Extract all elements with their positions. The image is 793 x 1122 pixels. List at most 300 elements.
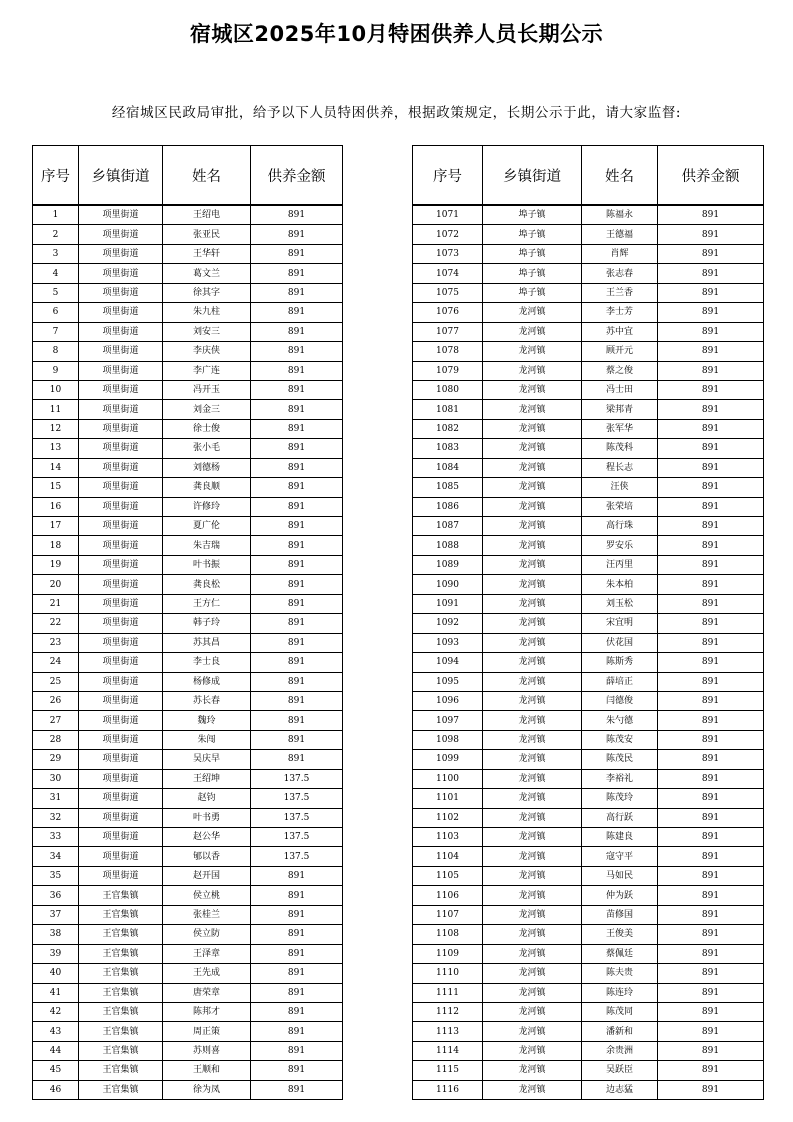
table-row [33,555,343,574]
cell-town: 项里街道 [79,808,163,827]
cell-town: 项里街道 [79,400,163,419]
cell-town: 龙河镇 [483,769,582,788]
cell-amount: 891 [658,283,764,302]
cell-name: 仲为跃 [582,886,658,905]
cell-seq: 8 [33,342,79,361]
cell-amount: 891 [251,478,343,497]
cell-seq: 27 [33,711,79,730]
header-amount: 供养金额 [658,146,764,206]
table-row [413,847,764,866]
cell-name: 朱吉瑞 [163,536,251,555]
cell-name: 陈茂科 [582,439,658,458]
cell-name: 朱九柱 [163,303,251,322]
cell-town: 项里街道 [79,866,163,885]
table-row [33,264,343,283]
cell-town: 龙河镇 [483,711,582,730]
table-row [413,322,764,341]
table-row [413,458,764,477]
cell-seq: 1093 [413,633,483,652]
cell-seq: 1098 [413,730,483,749]
cell-town: 项里街道 [79,789,163,808]
cell-amount: 891 [658,264,764,283]
cell-name: 王绍电 [163,205,251,225]
cell-name: 伏花国 [582,633,658,652]
table-row [413,594,764,613]
cell-seq: 1111 [413,983,483,1002]
table-row [413,478,764,497]
cell-amount: 891 [658,517,764,536]
table-row [413,866,764,885]
cell-amount: 891 [251,497,343,516]
cell-amount: 891 [658,983,764,1002]
cell-amount: 891 [658,478,764,497]
cell-seq: 45 [33,1061,79,1080]
cell-town: 埠子镇 [483,283,582,302]
cell-name: 葛文兰 [163,264,251,283]
table-row [413,205,764,225]
left-table-body [33,205,343,1100]
cell-town: 项里街道 [79,555,163,574]
table-row [413,886,764,905]
cell-town: 项里街道 [79,614,163,633]
cell-amount: 891 [251,400,343,419]
cell-name: 魏玲 [163,711,251,730]
cell-name: 张亚民 [163,225,251,244]
table-row [33,575,343,594]
cell-amount: 891 [251,342,343,361]
cell-seq: 1105 [413,866,483,885]
table-row [33,691,343,710]
cell-name: 陈夫贵 [582,964,658,983]
table-row [33,1041,343,1060]
cell-seq: 1107 [413,905,483,924]
table-row [33,964,343,983]
cell-town: 项里街道 [79,439,163,458]
cell-name: 汪丙里 [582,555,658,574]
cell-seq: 4 [33,264,79,283]
cell-name: 赵公华 [163,828,251,847]
cell-town: 项里街道 [79,342,163,361]
cell-town: 龙河镇 [483,478,582,497]
cell-name: 梁邦青 [582,400,658,419]
cell-amount: 891 [658,633,764,652]
cell-seq: 1090 [413,575,483,594]
cell-town: 龙河镇 [483,458,582,477]
table-row [413,905,764,924]
cell-amount: 891 [251,283,343,302]
cell-town: 龙河镇 [483,361,582,380]
cell-name: 陈茂玲 [582,789,658,808]
cell-amount: 891 [658,419,764,438]
table-row [413,691,764,710]
table-row [33,866,343,885]
cell-town: 项里街道 [79,380,163,399]
cell-seq: 24 [33,653,79,672]
cell-seq: 25 [33,672,79,691]
cell-name: 许修玲 [163,497,251,516]
cell-amount: 891 [658,594,764,613]
cell-name: 陈邦才 [163,1002,251,1021]
cell-amount: 891 [251,322,343,341]
cell-amount: 891 [658,1041,764,1060]
cell-amount: 891 [658,205,764,225]
cell-town: 王官集镇 [79,905,163,924]
cell-seq: 1097 [413,711,483,730]
cell-town: 项里街道 [79,458,163,477]
cell-seq: 1079 [413,361,483,380]
cell-name: 李士芳 [582,303,658,322]
cell-name: 杨修成 [163,672,251,691]
cell-amount: 891 [658,225,764,244]
cell-name: 张志春 [582,264,658,283]
cell-name: 陈连玲 [582,983,658,1002]
cell-town: 项里街道 [79,730,163,749]
cell-amount: 891 [658,691,764,710]
cell-seq: 1101 [413,789,483,808]
cell-seq: 1092 [413,614,483,633]
cell-town: 龙河镇 [483,925,582,944]
cell-amount: 891 [658,944,764,963]
table-row [33,439,343,458]
cell-town: 龙河镇 [483,303,582,322]
cell-amount: 891 [658,380,764,399]
cell-town: 龙河镇 [483,653,582,672]
cell-name: 刘安三 [163,322,251,341]
cell-name: 朱本柏 [582,575,658,594]
table-row [33,925,343,944]
table-row [413,244,764,263]
cell-town: 龙河镇 [483,517,582,536]
cell-amount: 891 [251,517,343,536]
cell-name: 龚良顺 [163,478,251,497]
cell-town: 项里街道 [79,769,163,788]
left-header-row [33,146,343,206]
cell-seq: 5 [33,283,79,302]
cell-seq: 1116 [413,1080,483,1099]
cell-town: 龙河镇 [483,789,582,808]
table-row [33,497,343,516]
cell-town: 龙河镇 [483,555,582,574]
table-row [33,517,343,536]
cell-name: 薛培正 [582,672,658,691]
cell-amount: 891 [251,672,343,691]
table-row [33,419,343,438]
table-row [33,361,343,380]
cell-name: 张小毛 [163,439,251,458]
header-seq: 序号 [33,146,79,206]
table-row [33,672,343,691]
table-row [413,983,764,1002]
cell-town: 龙河镇 [483,322,582,341]
cell-town: 龙河镇 [483,983,582,1002]
cell-amount: 891 [251,691,343,710]
cell-town: 王官集镇 [79,1041,163,1060]
table-row [33,750,343,769]
cell-seq: 1103 [413,828,483,847]
cell-name: 陈福永 [582,205,658,225]
cell-name: 陈茂民 [582,750,658,769]
cell-seq: 1089 [413,555,483,574]
table-row [413,828,764,847]
cell-name: 王绍坤 [163,769,251,788]
cell-seq: 37 [33,905,79,924]
cell-seq: 1081 [413,400,483,419]
cell-amount: 891 [658,400,764,419]
table-row [33,322,343,341]
cell-town: 埠子镇 [483,225,582,244]
table-row [33,905,343,924]
cell-name: 寇守平 [582,847,658,866]
cell-name: 刘德杨 [163,458,251,477]
cell-name: 陈茂同 [582,1002,658,1021]
cell-seq: 44 [33,1041,79,1060]
cell-seq: 1113 [413,1022,483,1041]
cell-name: 叶书振 [163,555,251,574]
cell-name: 王兰香 [582,283,658,302]
cell-amount: 891 [658,653,764,672]
cell-town: 龙河镇 [483,1061,582,1080]
cell-name: 王方仁 [163,594,251,613]
cell-name: 周正策 [163,1022,251,1041]
cell-town: 项里街道 [79,633,163,652]
cell-name: 侯立防 [163,925,251,944]
table-row [413,361,764,380]
cell-name: 余贵洲 [582,1041,658,1060]
table-row [33,886,343,905]
cell-seq: 36 [33,886,79,905]
cell-name: 肖辉 [582,244,658,263]
table-row [413,264,764,283]
header-amount: 供养金额 [251,146,343,206]
cell-name: 顾开元 [582,342,658,361]
cell-town: 龙河镇 [483,886,582,905]
cell-amount: 891 [251,886,343,905]
table-row [413,536,764,555]
cell-town: 项里街道 [79,205,163,225]
cell-amount: 891 [658,497,764,516]
table-row [33,400,343,419]
cell-amount: 891 [658,1002,764,1021]
cell-seq: 23 [33,633,79,652]
table-row [413,750,764,769]
cell-town: 龙河镇 [483,1022,582,1041]
cell-name: 陈茂安 [582,730,658,749]
cell-name: 侯立桃 [163,886,251,905]
cell-seq: 30 [33,769,79,788]
table-row [413,1061,764,1080]
cell-amount: 891 [658,905,764,924]
cell-seq: 1100 [413,769,483,788]
cell-town: 埠子镇 [483,264,582,283]
cell-town: 项里街道 [79,244,163,263]
table-row [33,808,343,827]
cell-amount: 891 [658,322,764,341]
table-row [33,614,343,633]
cell-name: 宋宜明 [582,614,658,633]
header-town: 乡镇街道 [483,146,582,206]
table-row [413,342,764,361]
cell-amount: 891 [658,1022,764,1041]
right-table [412,145,764,1100]
cell-seq: 1094 [413,653,483,672]
cell-name: 夏广伦 [163,517,251,536]
cell-seq: 1112 [413,1002,483,1021]
cell-seq: 1108 [413,925,483,944]
cell-seq: 26 [33,691,79,710]
cell-name: 朱闯 [163,730,251,749]
cell-amount: 891 [658,828,764,847]
table-row [413,419,764,438]
cell-town: 项里街道 [79,536,163,555]
cell-seq: 1115 [413,1061,483,1080]
cell-town: 王官集镇 [79,925,163,944]
cell-name: 李士良 [163,653,251,672]
table-row [33,983,343,1002]
cell-name: 陈斯秀 [582,653,658,672]
cell-amount: 137.5 [251,789,343,808]
table-row [33,633,343,652]
cell-amount: 891 [658,555,764,574]
cell-town: 龙河镇 [483,400,582,419]
cell-name: 朱勺德 [582,711,658,730]
cell-town: 王官集镇 [79,1022,163,1041]
cell-amount: 891 [658,575,764,594]
table-row [413,225,764,244]
cell-amount: 891 [251,594,343,613]
cell-town: 龙河镇 [483,419,582,438]
cell-name: 马如民 [582,866,658,885]
header-town: 乡镇街道 [79,146,163,206]
cell-amount: 891 [658,342,764,361]
cell-seq: 1095 [413,672,483,691]
cell-seq: 6 [33,303,79,322]
cell-amount: 891 [251,1041,343,1060]
cell-name: 冯士田 [582,380,658,399]
cell-name: 王华轩 [163,244,251,263]
cell-town: 龙河镇 [483,575,582,594]
cell-seq: 1077 [413,322,483,341]
cell-town: 项里街道 [79,750,163,769]
cell-amount: 891 [251,653,343,672]
cell-amount: 891 [251,458,343,477]
cell-town: 项里街道 [79,653,163,672]
cell-name: 苏长春 [163,691,251,710]
cell-seq: 1102 [413,808,483,827]
table-row [33,944,343,963]
table-row [413,789,764,808]
table-row [33,828,343,847]
cell-town: 项里街道 [79,322,163,341]
cell-seq: 2 [33,225,79,244]
cell-seq: 22 [33,614,79,633]
cell-town: 埠子镇 [483,244,582,263]
cell-amount: 891 [251,944,343,963]
table-row [413,672,764,691]
cell-name: 边志猛 [582,1080,658,1099]
cell-name: 王俊美 [582,925,658,944]
cell-amount: 891 [251,866,343,885]
cell-name: 蔡佩廷 [582,944,658,963]
cell-town: 龙河镇 [483,614,582,633]
cell-amount: 891 [251,750,343,769]
cell-name: 唐荣章 [163,983,251,1002]
cell-name: 赵开国 [163,866,251,885]
cell-name: 张荣培 [582,497,658,516]
cell-seq: 14 [33,458,79,477]
cell-town: 王官集镇 [79,983,163,1002]
cell-seq: 18 [33,536,79,555]
cell-amount: 891 [658,886,764,905]
cell-seq: 1 [33,205,79,225]
cell-town: 项里街道 [79,419,163,438]
cell-seq: 1071 [413,205,483,225]
cell-seq: 28 [33,730,79,749]
cell-amount: 891 [251,983,343,1002]
right-table-body [413,205,764,1100]
cell-name: 吴庆早 [163,750,251,769]
cell-amount: 891 [251,905,343,924]
cell-amount: 137.5 [251,847,343,866]
cell-town: 龙河镇 [483,905,582,924]
table-row [33,1080,343,1099]
cell-name: 徐为凤 [163,1080,251,1099]
cell-amount: 891 [251,730,343,749]
cell-name: 韩子玲 [163,614,251,633]
cell-seq: 1091 [413,594,483,613]
cell-town: 王官集镇 [79,886,163,905]
cell-seq: 35 [33,866,79,885]
cell-amount: 891 [251,419,343,438]
cell-amount: 891 [251,264,343,283]
cell-seq: 1084 [413,458,483,477]
cell-amount: 891 [658,458,764,477]
cell-name: 高行珠 [582,517,658,536]
header-seq: 序号 [413,146,483,206]
cell-name: 苏其昌 [163,633,251,652]
cell-seq: 1072 [413,225,483,244]
cell-amount: 891 [658,808,764,827]
cell-town: 项里街道 [79,828,163,847]
cell-name: 徐士俊 [163,419,251,438]
cell-amount: 891 [658,1080,764,1099]
table-row [413,555,764,574]
cell-seq: 10 [33,380,79,399]
table-row [413,1022,764,1041]
cell-amount: 891 [251,711,343,730]
cell-town: 王官集镇 [79,1061,163,1080]
table-row [413,303,764,322]
intro-text: 经宿城区民政局审批，给予以下人员特困供养，根据政策规定，长期公示于此，请大家监督: [111,105,682,121]
cell-seq: 40 [33,964,79,983]
table-row [33,594,343,613]
cell-amount: 137.5 [251,828,343,847]
table-row [413,439,764,458]
cell-amount: 891 [251,536,343,555]
cell-name: 王德福 [582,225,658,244]
table-row [413,769,764,788]
cell-seq: 1106 [413,886,483,905]
cell-town: 埠子镇 [483,205,582,225]
table-row [33,303,343,322]
cell-amount: 891 [251,1002,343,1021]
cell-name: 郇以香 [163,847,251,866]
cell-name: 吴跃臣 [582,1061,658,1080]
table-row [33,1061,343,1080]
cell-seq: 1086 [413,497,483,516]
cell-town: 龙河镇 [483,439,582,458]
cell-amount: 891 [658,1061,764,1080]
cell-name: 张军华 [582,419,658,438]
